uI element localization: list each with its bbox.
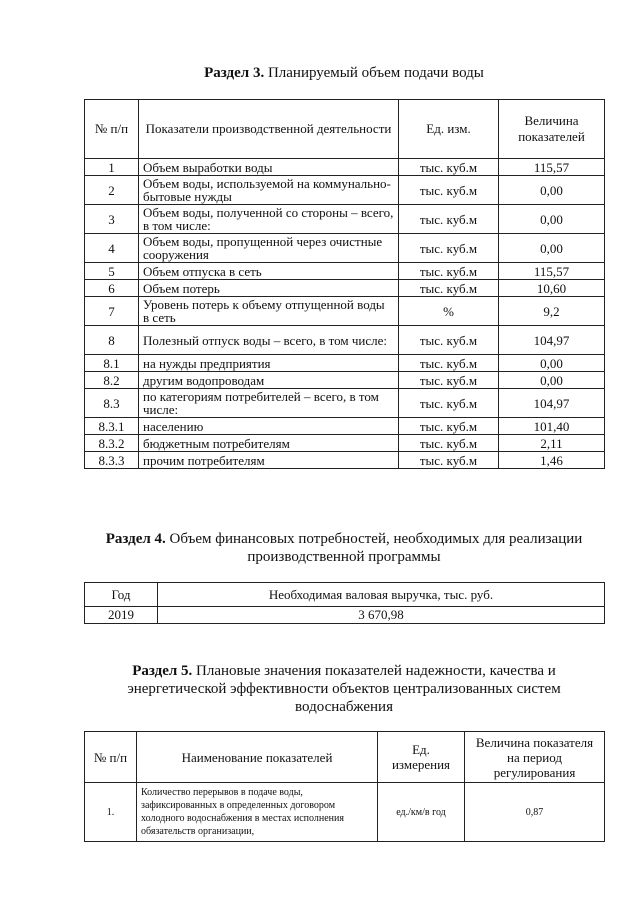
section4-heading: [70, 530, 618, 566]
row-value: 9,2: [499, 297, 605, 326]
row-value: 0,87: [465, 783, 605, 842]
header-value: Величина показателя на период регулирования: [465, 732, 605, 783]
table-row: [85, 297, 605, 326]
row-name: Объем воды, полученной со стороны – всего, в том числе:: [139, 205, 399, 234]
row-num: 2: [85, 176, 139, 205]
row-name: бюджетным потребителям: [139, 435, 399, 452]
row-num: 8.3.1: [85, 418, 139, 435]
row-num: 1.: [85, 783, 137, 842]
row-value: 0,00: [499, 372, 605, 389]
row-unit: тыс. куб.м: [399, 176, 499, 205]
row-unit: тыс. куб.м: [399, 418, 499, 435]
row-num: 8.3: [85, 389, 139, 418]
row-num: 8: [85, 326, 139, 355]
row-unit: тыс. куб.м: [399, 205, 499, 234]
row-name: Объем отпуска в сеть: [139, 263, 399, 280]
row-value: 104,97: [499, 389, 605, 418]
section5-heading: [70, 662, 618, 716]
row-num: 8.3.3: [85, 452, 139, 469]
row-num: 8.2: [85, 372, 139, 389]
section5-title-line3: водоснабжения: [295, 699, 393, 715]
row-value: 1,46: [499, 452, 605, 469]
row-num: 1: [85, 159, 139, 176]
row-unit: тыс. куб.м: [399, 435, 499, 452]
row-amount: 3 670,98: [158, 607, 605, 624]
header-name: Наименование показателей: [137, 732, 378, 783]
header-unit: Ед. измерения: [378, 732, 465, 783]
row-name: Объем воды, используемой на коммунально-бытовые нужды: [139, 176, 399, 205]
row-name: прочим потребителям: [139, 452, 399, 469]
row-num: 8.3.2: [85, 435, 139, 452]
header-indicator: Показатели производственной деятельности: [139, 100, 399, 159]
row-value: 0,00: [499, 176, 605, 205]
table-row: [85, 418, 605, 435]
water-supply-table: [84, 99, 605, 469]
table-row: [85, 355, 605, 372]
table-row: [85, 783, 605, 842]
table-header-row: [85, 732, 605, 783]
row-num: 8.1: [85, 355, 139, 372]
row-num: 3: [85, 205, 139, 234]
section3-heading: [84, 64, 604, 82]
row-name: Объем выработки воды: [139, 159, 399, 176]
row-name: по категориям потребителей – всего, в том числе:: [139, 389, 399, 418]
row-value: 2,11: [499, 435, 605, 452]
section5-label: Раздел 5.: [132, 663, 193, 679]
row-name: другим водопроводам: [139, 372, 399, 389]
row-value: 101,40: [499, 418, 605, 435]
row-unit: тыс. куб.м: [399, 280, 499, 297]
section3-label: Раздел 3.: [204, 65, 265, 81]
table-row: [85, 452, 605, 469]
section3-title: Планируемый объем подачи воды: [267, 65, 484, 81]
row-value: 104,97: [499, 326, 605, 355]
row-value: 0,00: [499, 234, 605, 263]
row-name: Полезный отпуск воды – всего, в том числе:: [139, 326, 399, 355]
financial-table: [84, 582, 605, 624]
row-unit: тыс. куб.м: [399, 372, 499, 389]
row-unit: ед./км/в год: [378, 783, 465, 842]
header-num: № п/п: [85, 732, 137, 783]
row-num: 6: [85, 280, 139, 297]
table-row: [85, 435, 605, 452]
row-unit: тыс. куб.м: [399, 326, 499, 355]
table-header-row: [85, 100, 605, 159]
header-unit: Ед. изм.: [399, 100, 499, 159]
header-year: Год: [85, 583, 158, 607]
table-row: [85, 389, 605, 418]
row-num: 5: [85, 263, 139, 280]
table-row: [85, 159, 605, 176]
table-header-row: [85, 583, 605, 607]
row-num: 4: [85, 234, 139, 263]
table-row: [85, 607, 605, 624]
row-name: Уровень потерь к объему отпущенной воды в сеть: [139, 297, 399, 326]
row-unit: тыс. куб.м: [399, 389, 499, 418]
row-name: Объем потерь: [139, 280, 399, 297]
row-year: 2019: [85, 607, 158, 624]
row-value: 115,57: [499, 159, 605, 176]
table-row: [85, 372, 605, 389]
row-unit: тыс. куб.м: [399, 159, 499, 176]
table-row: [85, 280, 605, 297]
section4-label: Раздел 4.: [105, 531, 166, 547]
row-name: Количество перерывов в подаче воды, зафиксированных в определенных договором холодного водоснабжения в местах исполнения обязательств организации,: [137, 783, 378, 842]
row-name: на нужды предприятия: [139, 355, 399, 372]
row-value: 115,57: [499, 263, 605, 280]
table-row: [85, 263, 605, 280]
header-revenue: Необходимая валовая выручка, тыс. руб.: [158, 583, 605, 607]
reliability-table: [84, 731, 605, 842]
row-unit: тыс. куб.м: [399, 263, 499, 280]
table-row: [85, 234, 605, 263]
row-unit: тыс. куб.м: [399, 355, 499, 372]
row-value: 0,00: [499, 205, 605, 234]
section5-title-line2: энергетической эффективности объектов централизованных систем: [127, 681, 561, 697]
row-name: населению: [139, 418, 399, 435]
section5-title-line1: Плановые значения показателей надежности, качества и: [196, 663, 556, 679]
row-unit: %: [399, 297, 499, 326]
table-row: [85, 176, 605, 205]
table-row: [85, 326, 605, 355]
section4-title-line1: Объем финансовых потребностей, необходимых для реализации: [169, 531, 583, 547]
row-value: 0,00: [499, 355, 605, 372]
row-unit: тыс. куб.м: [399, 452, 499, 469]
section4-title-line2: производственной программы: [247, 549, 441, 565]
row-value: 10,60: [499, 280, 605, 297]
header-value: Величина показателей: [499, 100, 605, 159]
row-name: Объем воды, пропущенной через очистные сооружения: [139, 234, 399, 263]
row-num: 7: [85, 297, 139, 326]
row-unit: тыс. куб.м: [399, 234, 499, 263]
header-num: № п/п: [85, 100, 139, 159]
table-row: [85, 205, 605, 234]
